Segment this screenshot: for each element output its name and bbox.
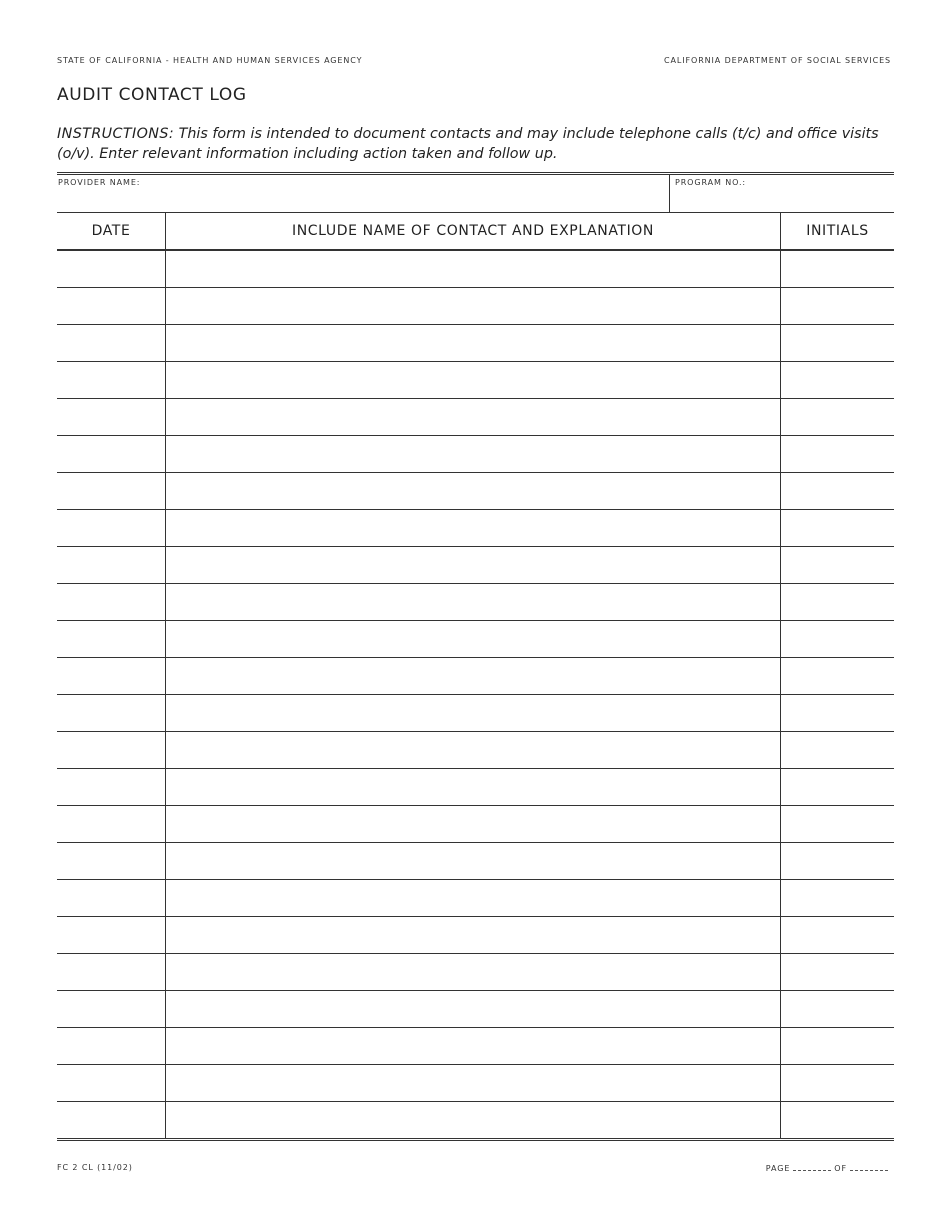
date-cell[interactable] <box>57 362 166 399</box>
date-cell[interactable] <box>57 288 166 325</box>
date-cell[interactable] <box>57 732 166 769</box>
explanation-cell[interactable] <box>166 843 781 880</box>
initials-cell[interactable] <box>781 473 895 510</box>
program-no-label: PROGRAM NO.: <box>675 178 747 187</box>
date-cell[interactable] <box>57 399 166 436</box>
date-cell[interactable] <box>57 510 166 547</box>
initials-cell[interactable] <box>781 806 895 843</box>
initials-cell[interactable] <box>781 399 895 436</box>
explanation-cell[interactable] <box>166 695 781 732</box>
table-row <box>57 399 894 436</box>
explanation-cell[interactable] <box>166 732 781 769</box>
date-cell[interactable] <box>57 621 166 658</box>
explanation-cell[interactable] <box>166 1065 781 1102</box>
date-cell[interactable] <box>57 806 166 843</box>
table-row <box>57 917 894 954</box>
initials-cell[interactable] <box>781 954 895 991</box>
initials-cell[interactable] <box>781 769 895 806</box>
initials-cell[interactable] <box>781 621 895 658</box>
date-cell[interactable] <box>57 954 166 991</box>
initials-cell[interactable] <box>781 436 895 473</box>
page-total-blank[interactable] <box>850 1163 888 1171</box>
explanation-cell[interactable] <box>166 917 781 954</box>
table-row <box>57 695 894 732</box>
table-row <box>57 1102 894 1140</box>
initials-cell[interactable] <box>781 288 895 325</box>
contact-log-table <box>57 212 894 1141</box>
table-row <box>57 436 894 473</box>
explanation-cell[interactable] <box>166 880 781 917</box>
instructions <box>57 125 897 164</box>
initials-column-header: INITIALS <box>781 213 895 251</box>
table-row <box>57 250 894 288</box>
table-row <box>57 1065 894 1102</box>
form-id: FC 2 CL (11/02) <box>57 1163 133 1172</box>
initials-cell[interactable] <box>781 1102 895 1140</box>
date-cell[interactable] <box>57 547 166 584</box>
date-cell[interactable] <box>57 769 166 806</box>
explanation-cell[interactable] <box>166 288 781 325</box>
table-row <box>57 991 894 1028</box>
table-row <box>57 473 894 510</box>
explanation-cell[interactable] <box>166 436 781 473</box>
explanation-cell[interactable] <box>166 250 781 288</box>
page-label: PAGE <box>765 1164 791 1173</box>
table-row <box>57 806 894 843</box>
date-cell[interactable] <box>57 1028 166 1065</box>
page-counter <box>766 1163 891 1173</box>
department-header: CALIFORNIA DEPARTMENT OF SOCIAL SERVICES <box>664 56 891 65</box>
initials-cell[interactable] <box>781 362 895 399</box>
table-row <box>57 880 894 917</box>
explanation-cell[interactable] <box>166 806 781 843</box>
table-row <box>57 658 894 695</box>
explanation-cell[interactable] <box>166 547 781 584</box>
provider-name-label: PROVIDER NAME: <box>58 178 141 187</box>
program-no-field[interactable] <box>669 175 895 212</box>
initials-cell[interactable] <box>781 1028 895 1065</box>
table-row <box>57 362 894 399</box>
explanation-cell[interactable] <box>166 510 781 547</box>
table-row <box>57 1028 894 1065</box>
explanation-cell[interactable] <box>166 991 781 1028</box>
initials-cell[interactable] <box>781 732 895 769</box>
table-row <box>57 621 894 658</box>
initials-cell[interactable] <box>781 880 895 917</box>
date-cell[interactable] <box>57 1065 166 1102</box>
explanation-cell[interactable] <box>166 399 781 436</box>
date-cell[interactable] <box>57 584 166 621</box>
page-number-blank[interactable] <box>793 1163 831 1171</box>
table-row <box>57 732 894 769</box>
initials-cell[interactable] <box>781 1065 895 1102</box>
explanation-cell[interactable] <box>166 473 781 510</box>
table-row <box>57 547 894 584</box>
date-cell[interactable] <box>57 325 166 362</box>
date-cell[interactable] <box>57 991 166 1028</box>
date-cell[interactable] <box>57 917 166 954</box>
initials-cell[interactable] <box>781 510 895 547</box>
date-cell[interactable] <box>57 695 166 732</box>
date-cell[interactable] <box>57 843 166 880</box>
explanation-cell[interactable] <box>166 325 781 362</box>
initials-cell[interactable] <box>781 325 895 362</box>
initials-cell[interactable] <box>781 695 895 732</box>
agency-header: STATE OF CALIFORNIA - HEALTH AND HUMAN SERVICES AGENCY <box>57 56 363 65</box>
date-cell[interactable] <box>57 473 166 510</box>
explanation-cell[interactable] <box>166 584 781 621</box>
form-title: AUDIT CONTACT LOG <box>57 85 247 105</box>
table-row <box>57 325 894 362</box>
table-row <box>57 843 894 880</box>
table-row <box>57 769 894 806</box>
table-row <box>57 288 894 325</box>
provider-name-field[interactable] <box>57 175 669 212</box>
instructions-label: INSTRUCTIONS: <box>57 126 175 142</box>
explanation-cell[interactable] <box>166 1102 781 1140</box>
initials-cell[interactable] <box>781 843 895 880</box>
initials-cell[interactable] <box>781 250 895 288</box>
explanation-column-header: INCLUDE NAME OF CONTACT AND EXPLANATION <box>166 213 781 251</box>
date-cell[interactable] <box>57 436 166 473</box>
explanation-cell[interactable] <box>166 658 781 695</box>
explanation-cell[interactable] <box>166 1028 781 1065</box>
explanation-cell[interactable] <box>166 362 781 399</box>
initials-cell[interactable] <box>781 584 895 621</box>
date-cell[interactable] <box>57 880 166 917</box>
initials-cell[interactable] <box>781 658 895 695</box>
instructions-text: This form is intended to document contacts and may include telephone calls (t/c) and office visits (o/v). Enter relevant information including action taken and follow up. <box>57 126 879 162</box>
of-label: OF <box>834 1164 847 1173</box>
explanation-cell[interactable] <box>166 954 781 991</box>
provider-info-row <box>57 172 894 212</box>
date-cell[interactable] <box>57 250 166 288</box>
initials-cell[interactable] <box>781 991 895 1028</box>
date-column-header: DATE <box>57 213 166 251</box>
table-row <box>57 954 894 991</box>
initials-cell[interactable] <box>781 547 895 584</box>
date-cell[interactable] <box>57 658 166 695</box>
explanation-cell[interactable] <box>166 621 781 658</box>
table-body <box>57 250 894 1140</box>
date-cell[interactable] <box>57 1102 166 1140</box>
table-row <box>57 584 894 621</box>
table-row <box>57 510 894 547</box>
explanation-cell[interactable] <box>166 769 781 806</box>
initials-cell[interactable] <box>781 917 895 954</box>
table-header-row <box>57 213 894 251</box>
